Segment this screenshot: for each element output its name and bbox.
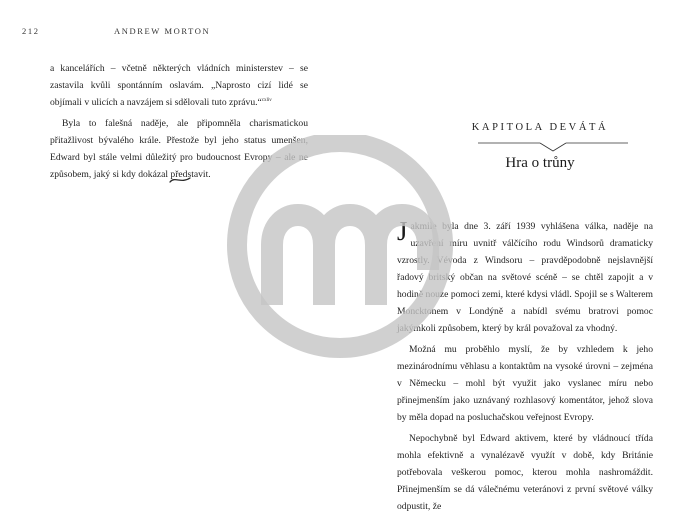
- footnote-marker: cxliv: [261, 98, 272, 103]
- running-head-author: ANDREW MORTON: [114, 26, 211, 36]
- swash-ornament-icon: [169, 175, 191, 185]
- running-head: [22, 26, 210, 36]
- chapter-divider-icon: [478, 138, 628, 154]
- right-paragraph-1: [397, 218, 653, 337]
- page-number: 212: [22, 26, 40, 36]
- chapter-title: Hra o trůny: [505, 155, 575, 171]
- right-paragraph-2: Možná mu proběhlo myslí, že by vzhledem k jeho mezinárodnímu věhlasu a kontaktům na vysoké úrovni – zejména v Německu – mohl být využit jako vyslanec míru nebo přinejmenším jako uznávaný rozhlasový komentátor, jehož slova by měla dopad na posluchačskou veřejnost Evropy.: [397, 344, 653, 423]
- dropcap: J: [397, 216, 408, 246]
- left-paragraph-2: Byla to falešná naděje, ale připomněla charismatickou přitažlivost bývalého krále. Přestože byl jeho status umenšen, Edward byl stále velmi důležitý pro budoucnost Evropy – ale ne způsobem, jaký si kdy dokázal představit.: [50, 118, 308, 180]
- chapter-label: KAPITOLA DEVÁTÁ: [471, 122, 609, 133]
- right-paragraph-3: Nepochybně byl Edward aktivem, které by vládnoucí třída mohla efektivně a vynalézavě využít v době, kdy Británie potřebovala veškerou pomoc, kterou mohla nashromáždit. Přinejmenším se dá válečnému veteránovi z první světové války odpustit, že: [397, 433, 653, 512]
- left-paragraph-1: [50, 60, 308, 111]
- right-page-text: [397, 218, 653, 515]
- left-paragraph-1-text: a kancelářích – včetně některých vládních ministerstev – se zastavila kvůli spontánním oslavám. „Naprosto cizí lidé se objímali v ulicích a navzájem si sdělovali tuto zprávu.“: [50, 63, 308, 108]
- left-page-text: [50, 60, 308, 183]
- right-paragraph-1-text: akmile byla dne 3. září 1939 vyhlášena válka, naděje na uzavření míru uvnitř válčícího rodu Windsorů dramaticky vzrostly. Vévoda z Windsoru – pravděpodobně nejslavnější řadový britský občan na světové scéně – se chtěl zapojit a v hodině nouze pomoci zemi, které kdysi vládl. Spojil se s Walterem Moncktonem v Londýně a nabídl svému bratrovi pomoc jakýmkoli způsobem, který by král považoval za vhodný.: [397, 221, 653, 334]
